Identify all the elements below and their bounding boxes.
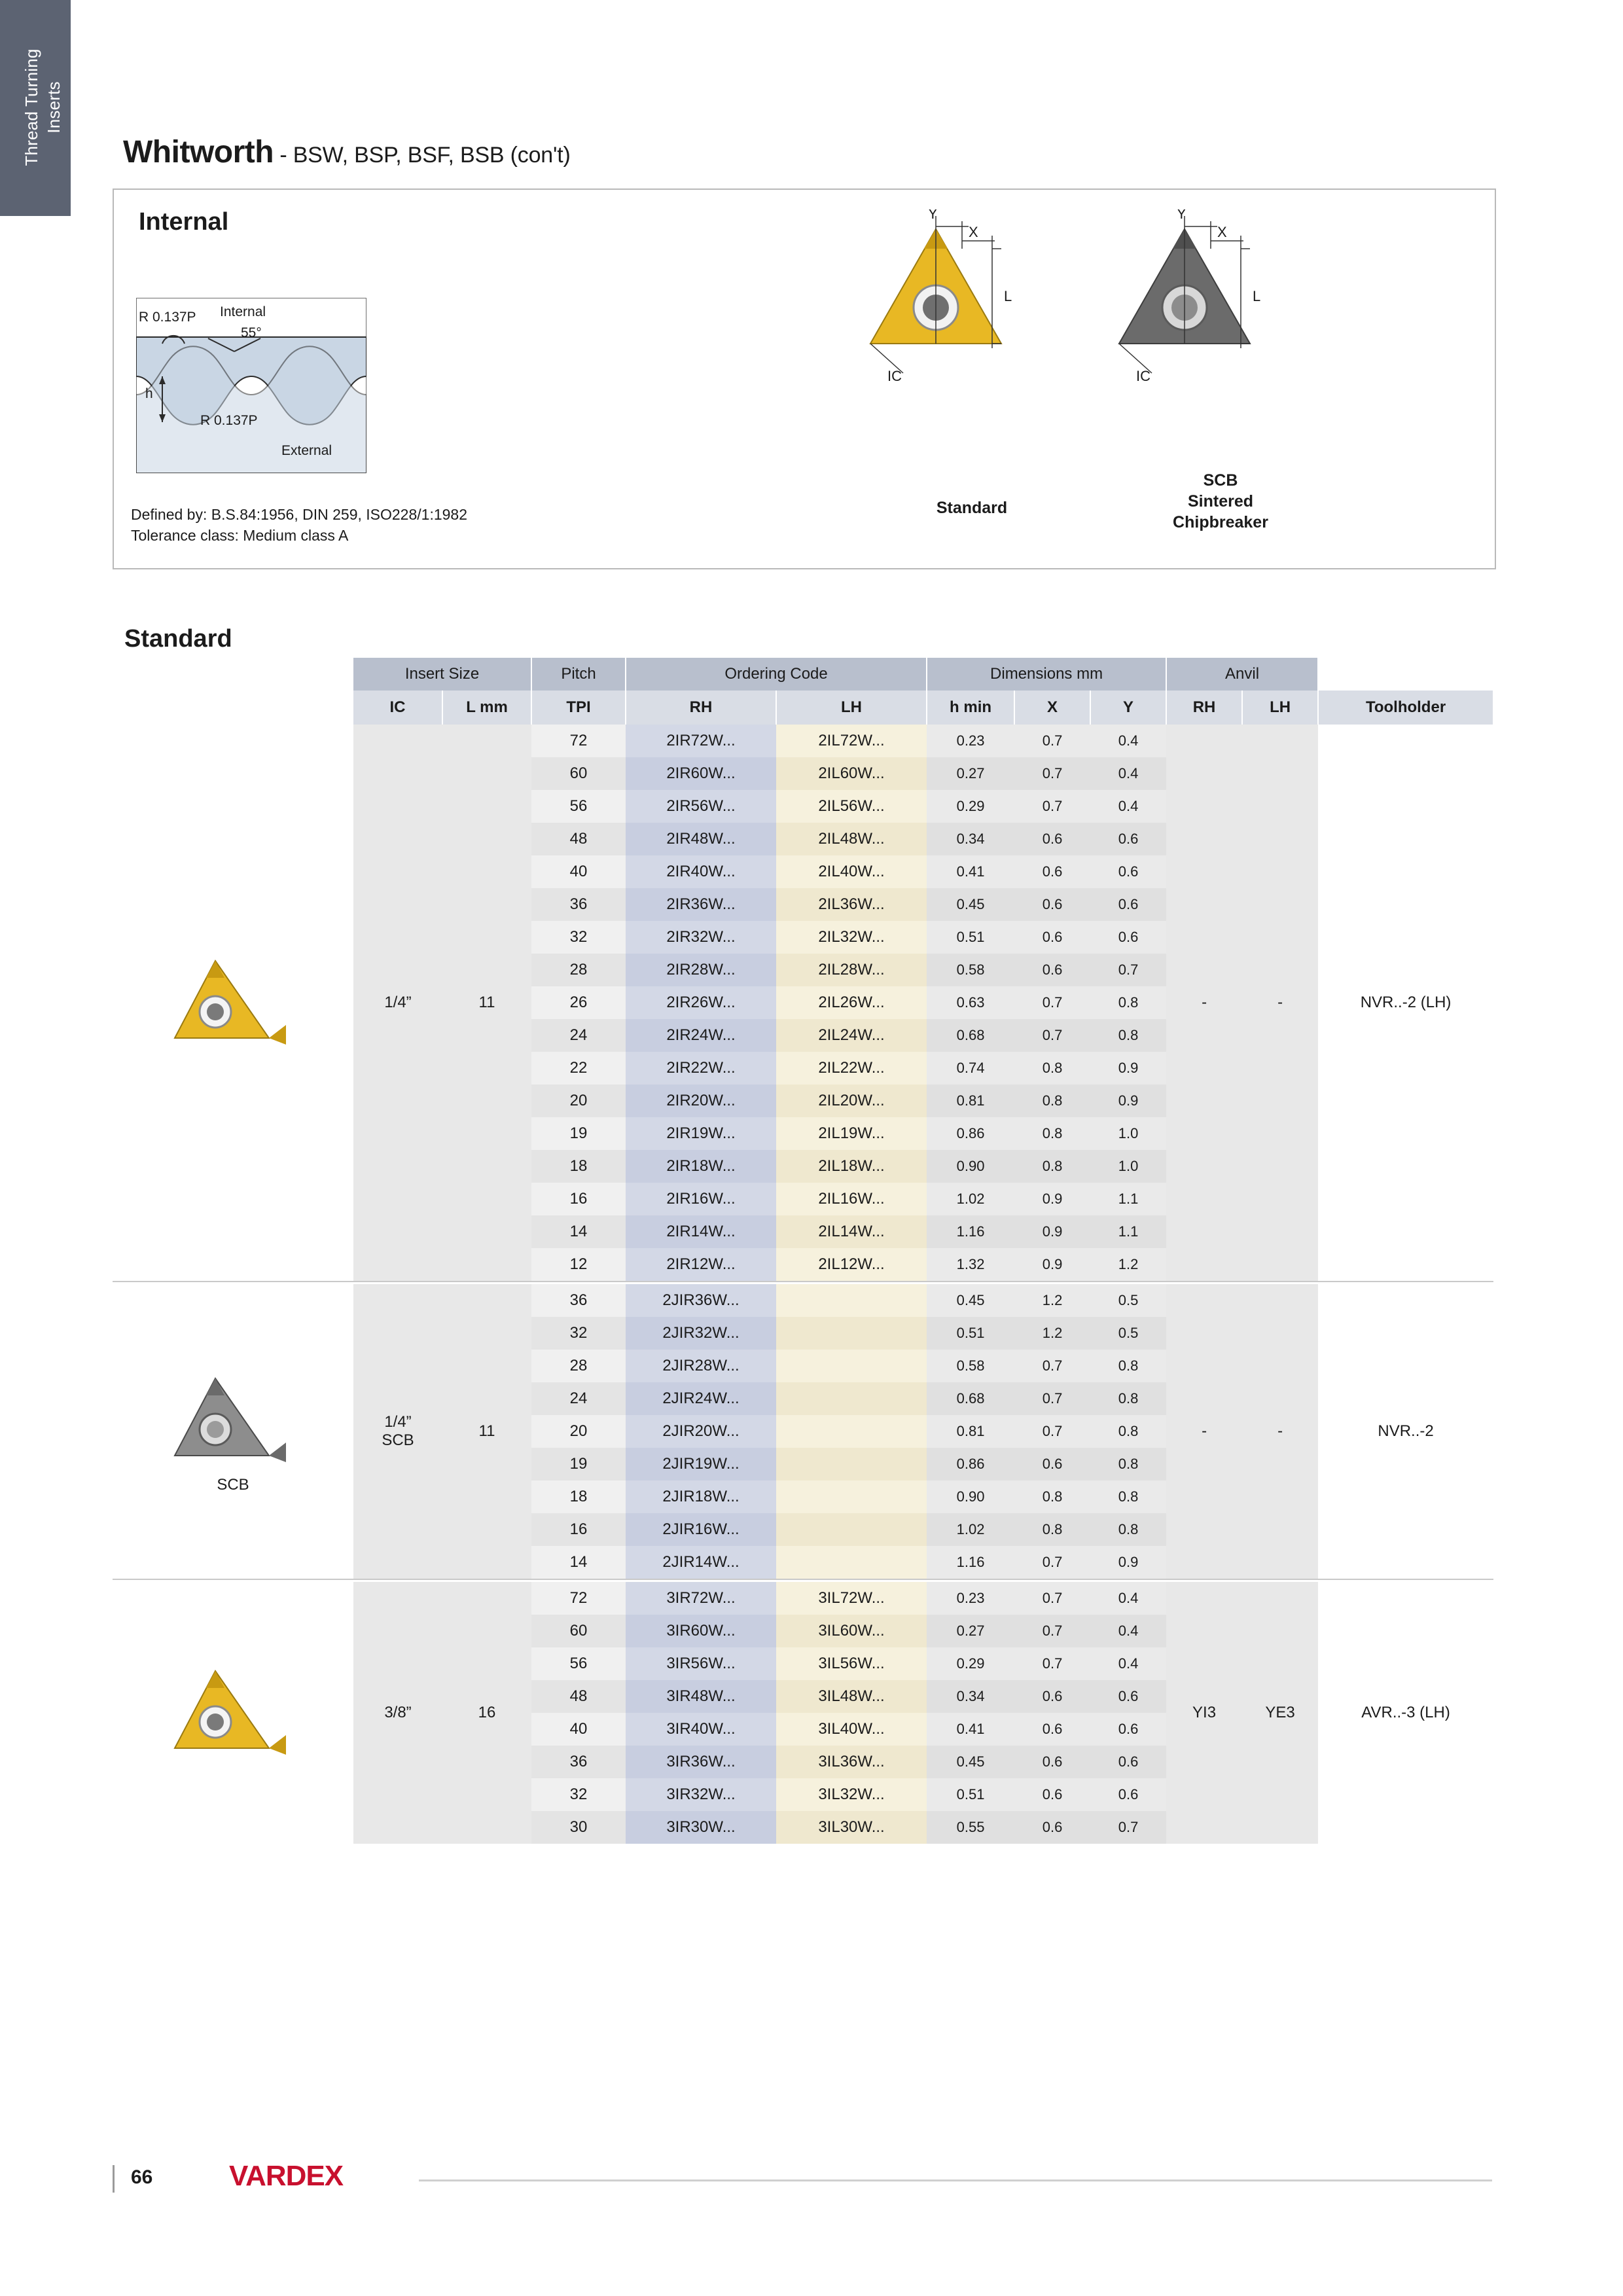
svg-text:Y: Y	[1177, 209, 1186, 222]
cell-l: 11	[442, 725, 531, 1282]
cell-tpi: 28	[531, 954, 626, 986]
cell-h-min: 0.90	[927, 1480, 1014, 1513]
footer-rule	[419, 2179, 1492, 2181]
table-column-header-row	[113, 691, 1493, 725]
insert-thumbnail-cell	[113, 1582, 353, 1844]
cell-y: 1.0	[1090, 1117, 1166, 1150]
cell-h-min: 0.81	[927, 1085, 1014, 1117]
page-title-sub: - BSW, BSP, BSF, BSB (con't)	[274, 143, 571, 168]
cell-y: 0.6	[1090, 823, 1166, 855]
cell-anvil-lh: YE3	[1242, 1582, 1318, 1844]
cell-x: 0.6	[1014, 855, 1090, 888]
cell-y: 0.4	[1090, 1582, 1166, 1615]
group-header-blank	[113, 658, 353, 691]
profile-label-angle: 55°	[241, 325, 262, 340]
table-row	[113, 1284, 1493, 1317]
cell-code-lh: 2IL16W...	[776, 1183, 927, 1215]
cell-x: 0.8	[1014, 1480, 1090, 1513]
cell-y: 0.7	[1090, 954, 1166, 986]
col-header-lh: LH	[776, 691, 927, 725]
cell-h-min: 0.27	[927, 757, 1014, 790]
cell-y: 0.7	[1090, 1811, 1166, 1844]
cell-code-rh: 2IR72W...	[626, 725, 776, 757]
cell-tpi: 24	[531, 1382, 626, 1415]
col-header-x: X	[1014, 691, 1090, 725]
scb-caption-line1: SCB	[1203, 471, 1238, 490]
group-header-anvil: Anvil	[1166, 658, 1318, 691]
insert-thumbnail-cell	[113, 1284, 353, 1579]
cell-code-rh: 2IR56W...	[626, 790, 776, 823]
cell-toolholder: NVR..-2	[1318, 1284, 1493, 1579]
cell-h-min: 1.02	[927, 1183, 1014, 1215]
cell-code-lh	[776, 1480, 927, 1513]
cell-h-min: 0.68	[927, 1019, 1014, 1052]
profile-label-r-bottom: R 0.137P	[200, 413, 258, 428]
cell-code-lh: 2IL26W...	[776, 986, 927, 1019]
cell-y: 0.4	[1090, 757, 1166, 790]
cell-x: 0.6	[1014, 1746, 1090, 1778]
cell-code-rh: 2JIR24W...	[626, 1382, 776, 1415]
cell-y: 0.6	[1090, 888, 1166, 921]
group-header-blank-right	[1318, 658, 1493, 691]
cell-code-lh: 3IL30W...	[776, 1811, 927, 1844]
side-tab-line1: Thread Turning	[22, 48, 41, 166]
cell-anvil-lh: -	[1242, 1284, 1318, 1579]
cell-tpi: 40	[531, 855, 626, 888]
svg-text:L: L	[1253, 288, 1261, 304]
cell-code-lh: 2IL14W...	[776, 1215, 927, 1248]
side-tab-line2: Inserts	[44, 81, 63, 134]
cell-x: 0.9	[1014, 1248, 1090, 1282]
scb-caption-line3: Chipbreaker	[1173, 513, 1268, 531]
cell-tpi: 60	[531, 757, 626, 790]
table-row	[113, 725, 1493, 757]
cell-code-rh: 2IR60W...	[626, 757, 776, 790]
cell-x: 0.7	[1014, 1647, 1090, 1680]
cell-h-min: 0.29	[927, 790, 1014, 823]
cell-code-lh	[776, 1317, 927, 1350]
cell-tpi: 48	[531, 823, 626, 855]
cell-y: 0.8	[1090, 1480, 1166, 1513]
cell-code-rh: 2JIR14W...	[626, 1546, 776, 1579]
col-header-anvil-lh: LH	[1242, 691, 1318, 725]
cell-tpi: 32	[531, 921, 626, 954]
cell-code-rh: 3IR30W...	[626, 1811, 776, 1844]
cell-l: 16	[442, 1582, 531, 1844]
side-tab	[0, 0, 71, 216]
cell-code-rh: 2IR48W...	[626, 823, 776, 855]
standards-note	[131, 504, 467, 546]
cell-code-lh: 2IL22W...	[776, 1052, 927, 1085]
cell-y: 0.8	[1090, 986, 1166, 1019]
cell-x: 0.8	[1014, 1052, 1090, 1085]
cell-x: 0.6	[1014, 1811, 1090, 1844]
cell-code-lh: 3IL60W...	[776, 1615, 927, 1647]
cell-x: 0.8	[1014, 1117, 1090, 1150]
cell-code-lh: 2IL48W...	[776, 823, 927, 855]
cell-tpi: 36	[531, 1284, 626, 1317]
cell-code-lh	[776, 1382, 927, 1415]
cell-code-lh: 3IL48W...	[776, 1680, 927, 1713]
cell-y: 0.9	[1090, 1546, 1166, 1579]
cell-y: 0.6	[1090, 1680, 1166, 1713]
cell-h-min: 0.55	[927, 1811, 1014, 1844]
cell-tpi: 20	[531, 1085, 626, 1117]
cell-anvil-rh: -	[1166, 1284, 1242, 1579]
cell-anvil-lh: -	[1242, 725, 1318, 1282]
cell-h-min: 1.16	[927, 1546, 1014, 1579]
cell-h-min: 1.02	[927, 1513, 1014, 1546]
cell-tpi: 19	[531, 1448, 626, 1480]
cell-h-min: 0.63	[927, 986, 1014, 1019]
cell-ic: 1/4”	[353, 725, 442, 1282]
page-title-main: Whitworth	[123, 135, 274, 170]
cell-x: 0.6	[1014, 888, 1090, 921]
cell-ic: 3/8”	[353, 1582, 442, 1844]
cell-code-lh: 3IL36W...	[776, 1746, 927, 1778]
cell-h-min: 0.51	[927, 921, 1014, 954]
tolerance-text: Tolerance class: Medium class A	[131, 527, 349, 544]
cell-y: 0.9	[1090, 1052, 1166, 1085]
scb-insert-caption	[1113, 470, 1329, 533]
cell-tpi: 14	[531, 1215, 626, 1248]
cell-tpi: 72	[531, 1582, 626, 1615]
cell-h-min: 0.29	[927, 1647, 1014, 1680]
cell-x: 0.9	[1014, 1183, 1090, 1215]
cell-y: 0.5	[1090, 1284, 1166, 1317]
cell-x: 0.6	[1014, 823, 1090, 855]
page-title	[123, 134, 571, 170]
cell-x: 0.8	[1014, 1150, 1090, 1183]
cell-x: 0.7	[1014, 1546, 1090, 1579]
cell-code-rh: 2JIR20W...	[626, 1415, 776, 1448]
svg-text:X: X	[969, 224, 978, 240]
scb-insert-illustration	[1113, 209, 1329, 429]
cell-code-rh: 2IR36W...	[626, 888, 776, 921]
cell-tpi: 28	[531, 1350, 626, 1382]
cell-code-lh: 2IL12W...	[776, 1248, 927, 1282]
cell-h-min: 0.45	[927, 1746, 1014, 1778]
cell-h-min: 0.58	[927, 954, 1014, 986]
cell-code-lh: 2IL28W...	[776, 954, 927, 986]
page-number-rule	[113, 2165, 115, 2193]
side-tab-text	[20, 26, 65, 189]
cell-code-lh: 3IL72W...	[776, 1582, 927, 1615]
col-header-l: L mm	[442, 691, 531, 725]
col-header-hmin: h min	[927, 691, 1014, 725]
cell-code-lh	[776, 1350, 927, 1382]
table-body	[113, 725, 1493, 1844]
cell-code-rh: 3IR72W...	[626, 1582, 776, 1615]
cell-code-rh: 2IR19W...	[626, 1117, 776, 1150]
cell-tpi: 16	[531, 1183, 626, 1215]
cell-x: 0.9	[1014, 1215, 1090, 1248]
cell-x: 0.8	[1014, 1513, 1090, 1546]
cell-y: 0.8	[1090, 1382, 1166, 1415]
cell-code-rh: 2IR40W...	[626, 855, 776, 888]
cell-h-min: 0.51	[927, 1317, 1014, 1350]
cell-code-lh: 3IL56W...	[776, 1647, 927, 1680]
cell-y: 0.6	[1090, 855, 1166, 888]
cell-h-min: 0.41	[927, 855, 1014, 888]
cell-y: 0.6	[1090, 1746, 1166, 1778]
cell-code-lh	[776, 1513, 927, 1546]
cell-x: 0.6	[1014, 1680, 1090, 1713]
cell-y: 0.4	[1090, 725, 1166, 757]
cell-code-rh: 2IR12W...	[626, 1248, 776, 1282]
col-header-toolholder: Toolholder	[1318, 691, 1493, 725]
cell-code-lh: 2IL72W...	[776, 725, 927, 757]
cell-code-rh: 2JIR16W...	[626, 1513, 776, 1546]
cell-h-min: 0.27	[927, 1615, 1014, 1647]
cell-tpi: 36	[531, 1746, 626, 1778]
cell-y: 0.9	[1090, 1085, 1166, 1117]
cell-tpi: 40	[531, 1713, 626, 1746]
cell-code-rh: 2JIR18W...	[626, 1480, 776, 1513]
cell-tpi: 26	[531, 986, 626, 1019]
col-header-rh: RH	[626, 691, 776, 725]
cell-code-rh: 2JIR28W...	[626, 1350, 776, 1382]
table-row	[113, 1582, 1493, 1615]
cell-anvil-rh: -	[1166, 725, 1242, 1282]
cell-code-rh: 3IR56W...	[626, 1647, 776, 1680]
cell-code-rh: 3IR36W...	[626, 1746, 776, 1778]
cell-y: 0.8	[1090, 1513, 1166, 1546]
cell-y: 0.8	[1090, 1350, 1166, 1382]
cell-tpi: 72	[531, 725, 626, 757]
cell-toolholder: NVR..-2 (LH)	[1318, 725, 1493, 1282]
cell-code-lh	[776, 1546, 927, 1579]
cell-h-min: 0.51	[927, 1778, 1014, 1811]
cell-code-rh: 2IR18W...	[626, 1150, 776, 1183]
cell-x: 0.7	[1014, 725, 1090, 757]
svg-text:IC: IC	[1136, 368, 1150, 384]
profile-label-external: External	[281, 443, 332, 458]
cell-code-rh: 2IR24W...	[626, 1019, 776, 1052]
cell-h-min: 0.23	[927, 725, 1014, 757]
cell-x: 0.8	[1014, 1085, 1090, 1117]
cell-code-lh: 2IL56W...	[776, 790, 927, 823]
cell-tpi: 14	[531, 1546, 626, 1579]
brand-logo: VARDEX	[229, 2160, 344, 2192]
cell-code-lh: 3IL32W...	[776, 1778, 927, 1811]
profile-label-r-top: R 0.137P	[139, 310, 196, 325]
cell-y: 0.6	[1090, 1778, 1166, 1811]
scb-caption-line2: Sintered	[1187, 492, 1254, 511]
cell-x: 0.7	[1014, 757, 1090, 790]
page-number: 66	[131, 2166, 153, 2188]
cell-tpi: 24	[531, 1019, 626, 1052]
standard-section-heading: Standard	[124, 625, 232, 653]
defined-by-text: Defined by: B.S.84:1956, DIN 259, ISO228/1:1982	[131, 506, 468, 523]
cell-h-min: 0.41	[927, 1713, 1014, 1746]
cell-tpi: 18	[531, 1150, 626, 1183]
cell-tpi: 56	[531, 790, 626, 823]
profile-label-internal: Internal	[220, 304, 266, 319]
cell-h-min: 0.34	[927, 823, 1014, 855]
cell-tpi: 19	[531, 1117, 626, 1150]
cell-y: 0.5	[1090, 1317, 1166, 1350]
cell-h-min: 0.74	[927, 1052, 1014, 1085]
standard-insert-caption: Standard	[936, 499, 1008, 517]
cell-y: 0.6	[1090, 921, 1166, 954]
cell-y: 0.8	[1090, 1448, 1166, 1480]
svg-text:X: X	[1217, 224, 1227, 240]
cell-y: 0.6	[1090, 1713, 1166, 1746]
cell-y: 1.1	[1090, 1215, 1166, 1248]
insert-table	[113, 658, 1493, 1844]
cell-tpi: 36	[531, 888, 626, 921]
cell-x: 0.7	[1014, 1350, 1090, 1382]
cell-x: 0.6	[1014, 921, 1090, 954]
cell-code-lh: 2IL40W...	[776, 855, 927, 888]
cell-y: 0.4	[1090, 1647, 1166, 1680]
cell-y: 0.4	[1090, 790, 1166, 823]
cell-x: 0.7	[1014, 790, 1090, 823]
cell-x: 0.7	[1014, 1615, 1090, 1647]
svg-text:Y: Y	[928, 209, 938, 222]
cell-x: 0.6	[1014, 1448, 1090, 1480]
cell-code-rh: 2IR16W...	[626, 1183, 776, 1215]
cell-x: 1.2	[1014, 1317, 1090, 1350]
cell-tpi: 18	[531, 1480, 626, 1513]
cell-x: 0.7	[1014, 1019, 1090, 1052]
cell-x: 0.7	[1014, 1582, 1090, 1615]
cell-code-rh: 3IR48W...	[626, 1680, 776, 1713]
group-header-dimensions: Dimensions mm	[927, 658, 1166, 691]
group-header-ordering-code: Ordering Code	[626, 658, 927, 691]
cell-code-rh: 3IR40W...	[626, 1713, 776, 1746]
insert-thumbnail-caption: SCB	[217, 1475, 249, 1494]
cell-code-rh: 2IR22W...	[626, 1052, 776, 1085]
cell-toolholder: AVR..-3 (LH)	[1318, 1582, 1493, 1844]
cell-x: 0.6	[1014, 954, 1090, 986]
cell-code-rh: 2IR32W...	[626, 921, 776, 954]
internal-heading: Internal	[139, 208, 229, 236]
cell-code-lh	[776, 1415, 927, 1448]
cell-x: 1.2	[1014, 1284, 1090, 1317]
cell-code-lh: 2IL19W...	[776, 1117, 927, 1150]
insert-thumbnail-cell	[113, 725, 353, 1282]
cell-code-rh: 2JIR32W...	[626, 1317, 776, 1350]
col-header-tpi: TPI	[531, 691, 626, 725]
insert-table-element	[113, 658, 1494, 1844]
cell-x: 0.7	[1014, 1382, 1090, 1415]
cell-y: 1.0	[1090, 1150, 1166, 1183]
cell-h-min: 0.45	[927, 1284, 1014, 1317]
cell-h-min: 0.90	[927, 1150, 1014, 1183]
cell-code-lh: 2IL18W...	[776, 1150, 927, 1183]
cell-h-min: 0.45	[927, 888, 1014, 921]
cell-y: 0.4	[1090, 1615, 1166, 1647]
cell-h-min: 0.58	[927, 1350, 1014, 1382]
cell-tpi: 12	[531, 1248, 626, 1282]
cell-ic: 1/4” SCB	[353, 1284, 442, 1579]
cell-code-lh: 2IL24W...	[776, 1019, 927, 1052]
cell-code-rh: 3IR32W...	[626, 1778, 776, 1811]
cell-tpi: 30	[531, 1811, 626, 1844]
cell-code-lh: 2IL20W...	[776, 1085, 927, 1117]
cell-h-min: 1.16	[927, 1215, 1014, 1248]
cell-h-min: 0.23	[927, 1582, 1014, 1615]
cell-tpi: 20	[531, 1415, 626, 1448]
cell-code-lh: 2IL32W...	[776, 921, 927, 954]
cell-tpi: 16	[531, 1513, 626, 1546]
svg-text:L: L	[1004, 288, 1012, 304]
col-header-anvil-rh: RH	[1166, 691, 1242, 725]
thread-profile-diagram	[136, 298, 366, 473]
cell-x: 0.6	[1014, 1713, 1090, 1746]
standard-insert-illustration	[864, 209, 1080, 429]
cell-code-rh: 2IR14W...	[626, 1215, 776, 1248]
table-head	[113, 658, 1493, 725]
cell-h-min: 0.34	[927, 1680, 1014, 1713]
cell-h-min: 0.81	[927, 1415, 1014, 1448]
cell-tpi: 60	[531, 1615, 626, 1647]
cell-code-lh	[776, 1448, 927, 1480]
cell-tpi: 56	[531, 1647, 626, 1680]
cell-h-min: 0.68	[927, 1382, 1014, 1415]
cell-tpi: 32	[531, 1317, 626, 1350]
svg-text:IC: IC	[887, 368, 902, 384]
cell-code-rh: 2IR28W...	[626, 954, 776, 986]
cell-code-rh: 2IR20W...	[626, 1085, 776, 1117]
cell-y: 0.8	[1090, 1019, 1166, 1052]
cell-h-min: 0.86	[927, 1448, 1014, 1480]
cell-tpi: 32	[531, 1778, 626, 1811]
cell-y: 1.1	[1090, 1183, 1166, 1215]
cell-code-rh: 3IR60W...	[626, 1615, 776, 1647]
cell-code-lh: 3IL40W...	[776, 1713, 927, 1746]
cell-x: 0.7	[1014, 986, 1090, 1019]
col-header-y: Y	[1090, 691, 1166, 725]
cell-x: 0.6	[1014, 1778, 1090, 1811]
cell-x: 0.7	[1014, 1415, 1090, 1448]
group-header-pitch: Pitch	[531, 658, 626, 691]
cell-h-min: 1.32	[927, 1248, 1014, 1282]
profile-label-h: h	[145, 386, 153, 401]
cell-code-rh: 2JIR36W...	[626, 1284, 776, 1317]
group-header-insert-size: Insert Size	[353, 658, 531, 691]
table-group-header-row	[113, 658, 1493, 691]
cell-l: 11	[442, 1284, 531, 1579]
col-header-ic: IC	[353, 691, 442, 725]
cell-code-rh: 2IR26W...	[626, 986, 776, 1019]
cell-h-min: 0.86	[927, 1117, 1014, 1150]
cell-tpi: 48	[531, 1680, 626, 1713]
cell-tpi: 22	[531, 1052, 626, 1085]
col-header-image	[113, 691, 353, 725]
cell-code-rh: 2JIR19W...	[626, 1448, 776, 1480]
cell-code-lh: 2IL36W...	[776, 888, 927, 921]
cell-code-lh: 2IL60W...	[776, 757, 927, 790]
cell-anvil-rh: YI3	[1166, 1582, 1242, 1844]
cell-y: 1.2	[1090, 1248, 1166, 1282]
cell-code-lh	[776, 1284, 927, 1317]
cell-y: 0.8	[1090, 1415, 1166, 1448]
